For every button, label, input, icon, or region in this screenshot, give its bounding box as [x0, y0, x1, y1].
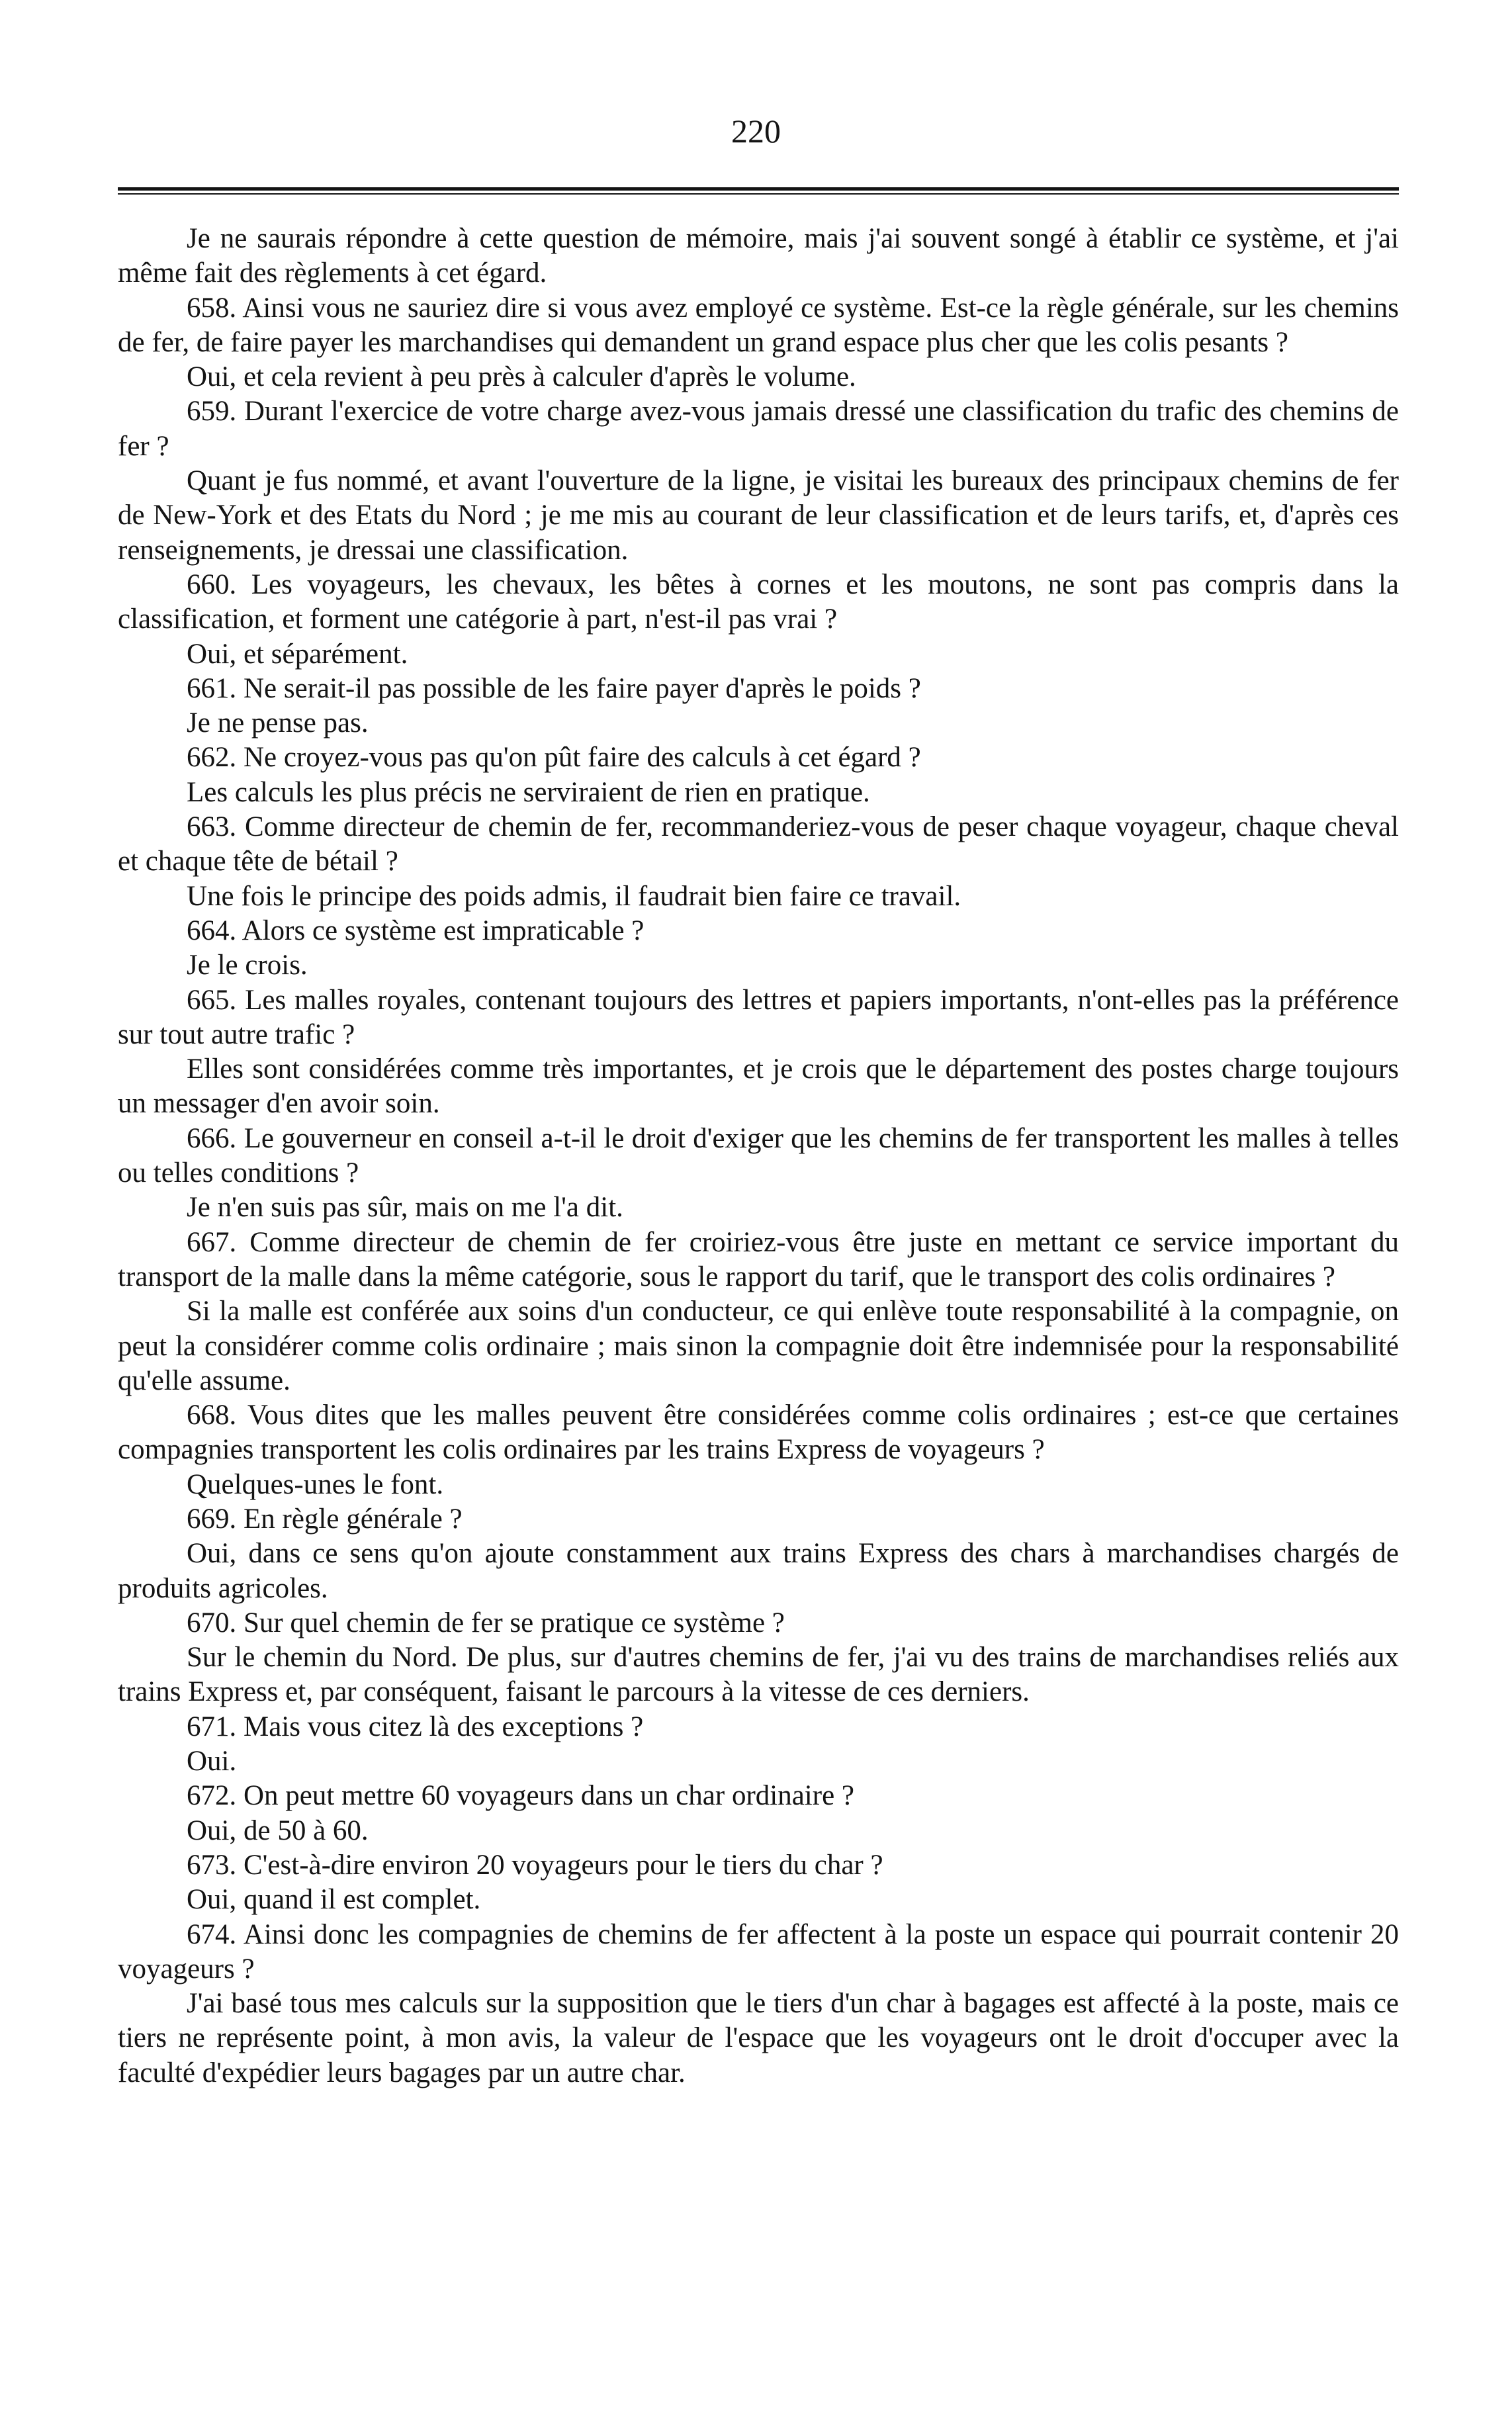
- answer-paragraph: Une fois le principe des poids admis, il faudrait bien faire ce travail.: [187, 880, 961, 912]
- question-paragraph: 669. En règle générale ?: [187, 1503, 463, 1535]
- question-paragraph: 661. Ne serait-il pas possible de les faire payer d'après le poids ?: [187, 672, 921, 704]
- text-body: [118, 222, 1399, 2090]
- header-rule-thick: [118, 187, 1399, 191]
- answer-paragraph: Oui, quand il est complet.: [187, 1884, 481, 1916]
- question-paragraph: 670. Sur quel chemin de fer se pratique ce système ?: [187, 1607, 785, 1638]
- question-paragraph: 663. Comme directeur de chemin de fer, recommanderiez-vous de peser chaque voyageur, chaque cheval et chaque tête de bétail ?: [118, 811, 1399, 877]
- question-paragraph: 674. Ainsi donc les compagnies de chemins de fer affectent à la poste un espace qui pourrait contenir 20 voyageurs ?: [118, 1918, 1399, 1985]
- answer-paragraph: Oui, de 50 à 60.: [187, 1814, 369, 1846]
- answer-paragraph: Oui, dans ce sens qu'on ajoute constamment aux trains Express des chars à marchandises chargés de produits agricoles.: [118, 1538, 1399, 1604]
- question-paragraph: 664. Alors ce système est impraticable ?: [187, 915, 645, 946]
- question-paragraph: 662. Ne croyez-vous pas qu'on pût faire des calculs à cet égard ?: [187, 742, 921, 774]
- answer-paragraph: Je n'en suis pas sûr, mais on me l'a dit.: [187, 1192, 623, 1224]
- answer-paragraph: Je ne pense pas.: [187, 707, 369, 739]
- answer-paragraph: Si la malle est conférée aux soins d'un conducteur, ce qui enlève toute responsabilité à la compagnie, on peut la considérer comme colis ordinaire ; mais sinon la compagnie doit être indemnisée pour la responsabilité qu'elle assume.: [118, 1296, 1399, 1396]
- question-paragraph: 658. Ainsi vous ne sauriez dire si vous avez employé ce système. Est-ce la règle générale, sur les chemins de fer, de faire payer les marchandises qui demandent un grand espace plus cher que les colis pesants ?: [118, 292, 1399, 358]
- answer-paragraph: Oui, et séparément.: [187, 638, 408, 670]
- answer-paragraph: Oui.: [187, 1746, 237, 1777]
- page-number: 220: [731, 112, 781, 150]
- header-rule-thin: [118, 193, 1399, 195]
- answer-paragraph: Les calculs les plus précis ne serviraient de rien en pratique.: [187, 776, 870, 808]
- question-paragraph: 673. C'est-à-dire environ 20 voyageurs pour le tiers du char ?: [187, 1849, 883, 1881]
- question-paragraph: 668. Vous dites que les malles peuvent être considérées comme colis ordinaires ; est-ce que certaines compagnies transportent les colis ordinaires par les trains Express de voyageurs ?: [118, 1400, 1399, 1466]
- question-paragraph: 667. Comme directeur de chemin de fer croiriez-vous être juste en mettant ce service important du transport de la malle dans la même catégorie, sous le rapport du tarif, que le transport des colis ordinaires ?: [118, 1226, 1399, 1292]
- answer-paragraph: Quelques-unes le font.: [187, 1468, 444, 1500]
- answer-paragraph: Quant je fus nommé, et avant l'ouverture de la ligne, je visitai les bureaux des principaux chemins de fer de New-York et des Etats du Nord ; je me mis au courant de leur classification et de leurs tarifs, et, d'après ces renseignements, je dressai une classification.: [118, 465, 1399, 566]
- answer-paragraph: J'ai basé tous mes calculs sur la supposition que le tiers d'un char à bagages est affecté à la poste, mais ce tiers ne représente point, à mon avis, la valeur de l'espace que les voyageurs ont le droit d'occuper avec la faculté d'expédier leurs bagages par un autre char.: [118, 1988, 1399, 2088]
- answer-paragraph: Sur le chemin du Nord. De plus, sur d'autres chemins de fer, j'ai vu des trains de marchandises reliés aux trains Express et, par conséquent, faisant le parcours à la vitesse de ces derniers.: [118, 1642, 1399, 1708]
- question-paragraph: 672. On peut mettre 60 voyageurs dans un char ordinaire ?: [187, 1780, 854, 1812]
- answer-paragraph: Elles sont considérées comme très importantes, et je crois que le département des postes charge toujours un messager d'en avoir soin.: [118, 1053, 1399, 1120]
- answer-paragraph: Je le crois.: [187, 950, 308, 981]
- question-paragraph: 671. Mais vous citez là des exceptions ?: [187, 1711, 644, 1742]
- question-paragraph: 659. Durant l'exercice de votre charge avez-vous jamais dressé une classification du trafic des chemins de fer ?: [118, 396, 1399, 462]
- question-paragraph: 666. Le gouverneur en conseil a-t-il le droit d'exiger que les chemins de fer transportent les malles à telles ou telles conditions ?: [118, 1122, 1399, 1189]
- question-paragraph: 660. Les voyageurs, les chevaux, les bêtes à cornes et les moutons, ne sont pas compris dans la classification, et forment une catégorie à part, n'est-il pas vrai ?: [118, 568, 1399, 635]
- question-paragraph: 665. Les malles royales, contenant toujours des lettres et papiers importants, n'ont-elles pas la préférence sur tout autre trafic ?: [118, 984, 1399, 1050]
- answer-paragraph: Je ne saurais répondre à cette question de mémoire, mais j'ai souvent songé à établir ce système, et j'ai même fait des règlements à cet égard.: [118, 223, 1399, 289]
- answer-paragraph: Oui, et cela revient à peu près à calculer d'après le volume.: [187, 361, 856, 393]
